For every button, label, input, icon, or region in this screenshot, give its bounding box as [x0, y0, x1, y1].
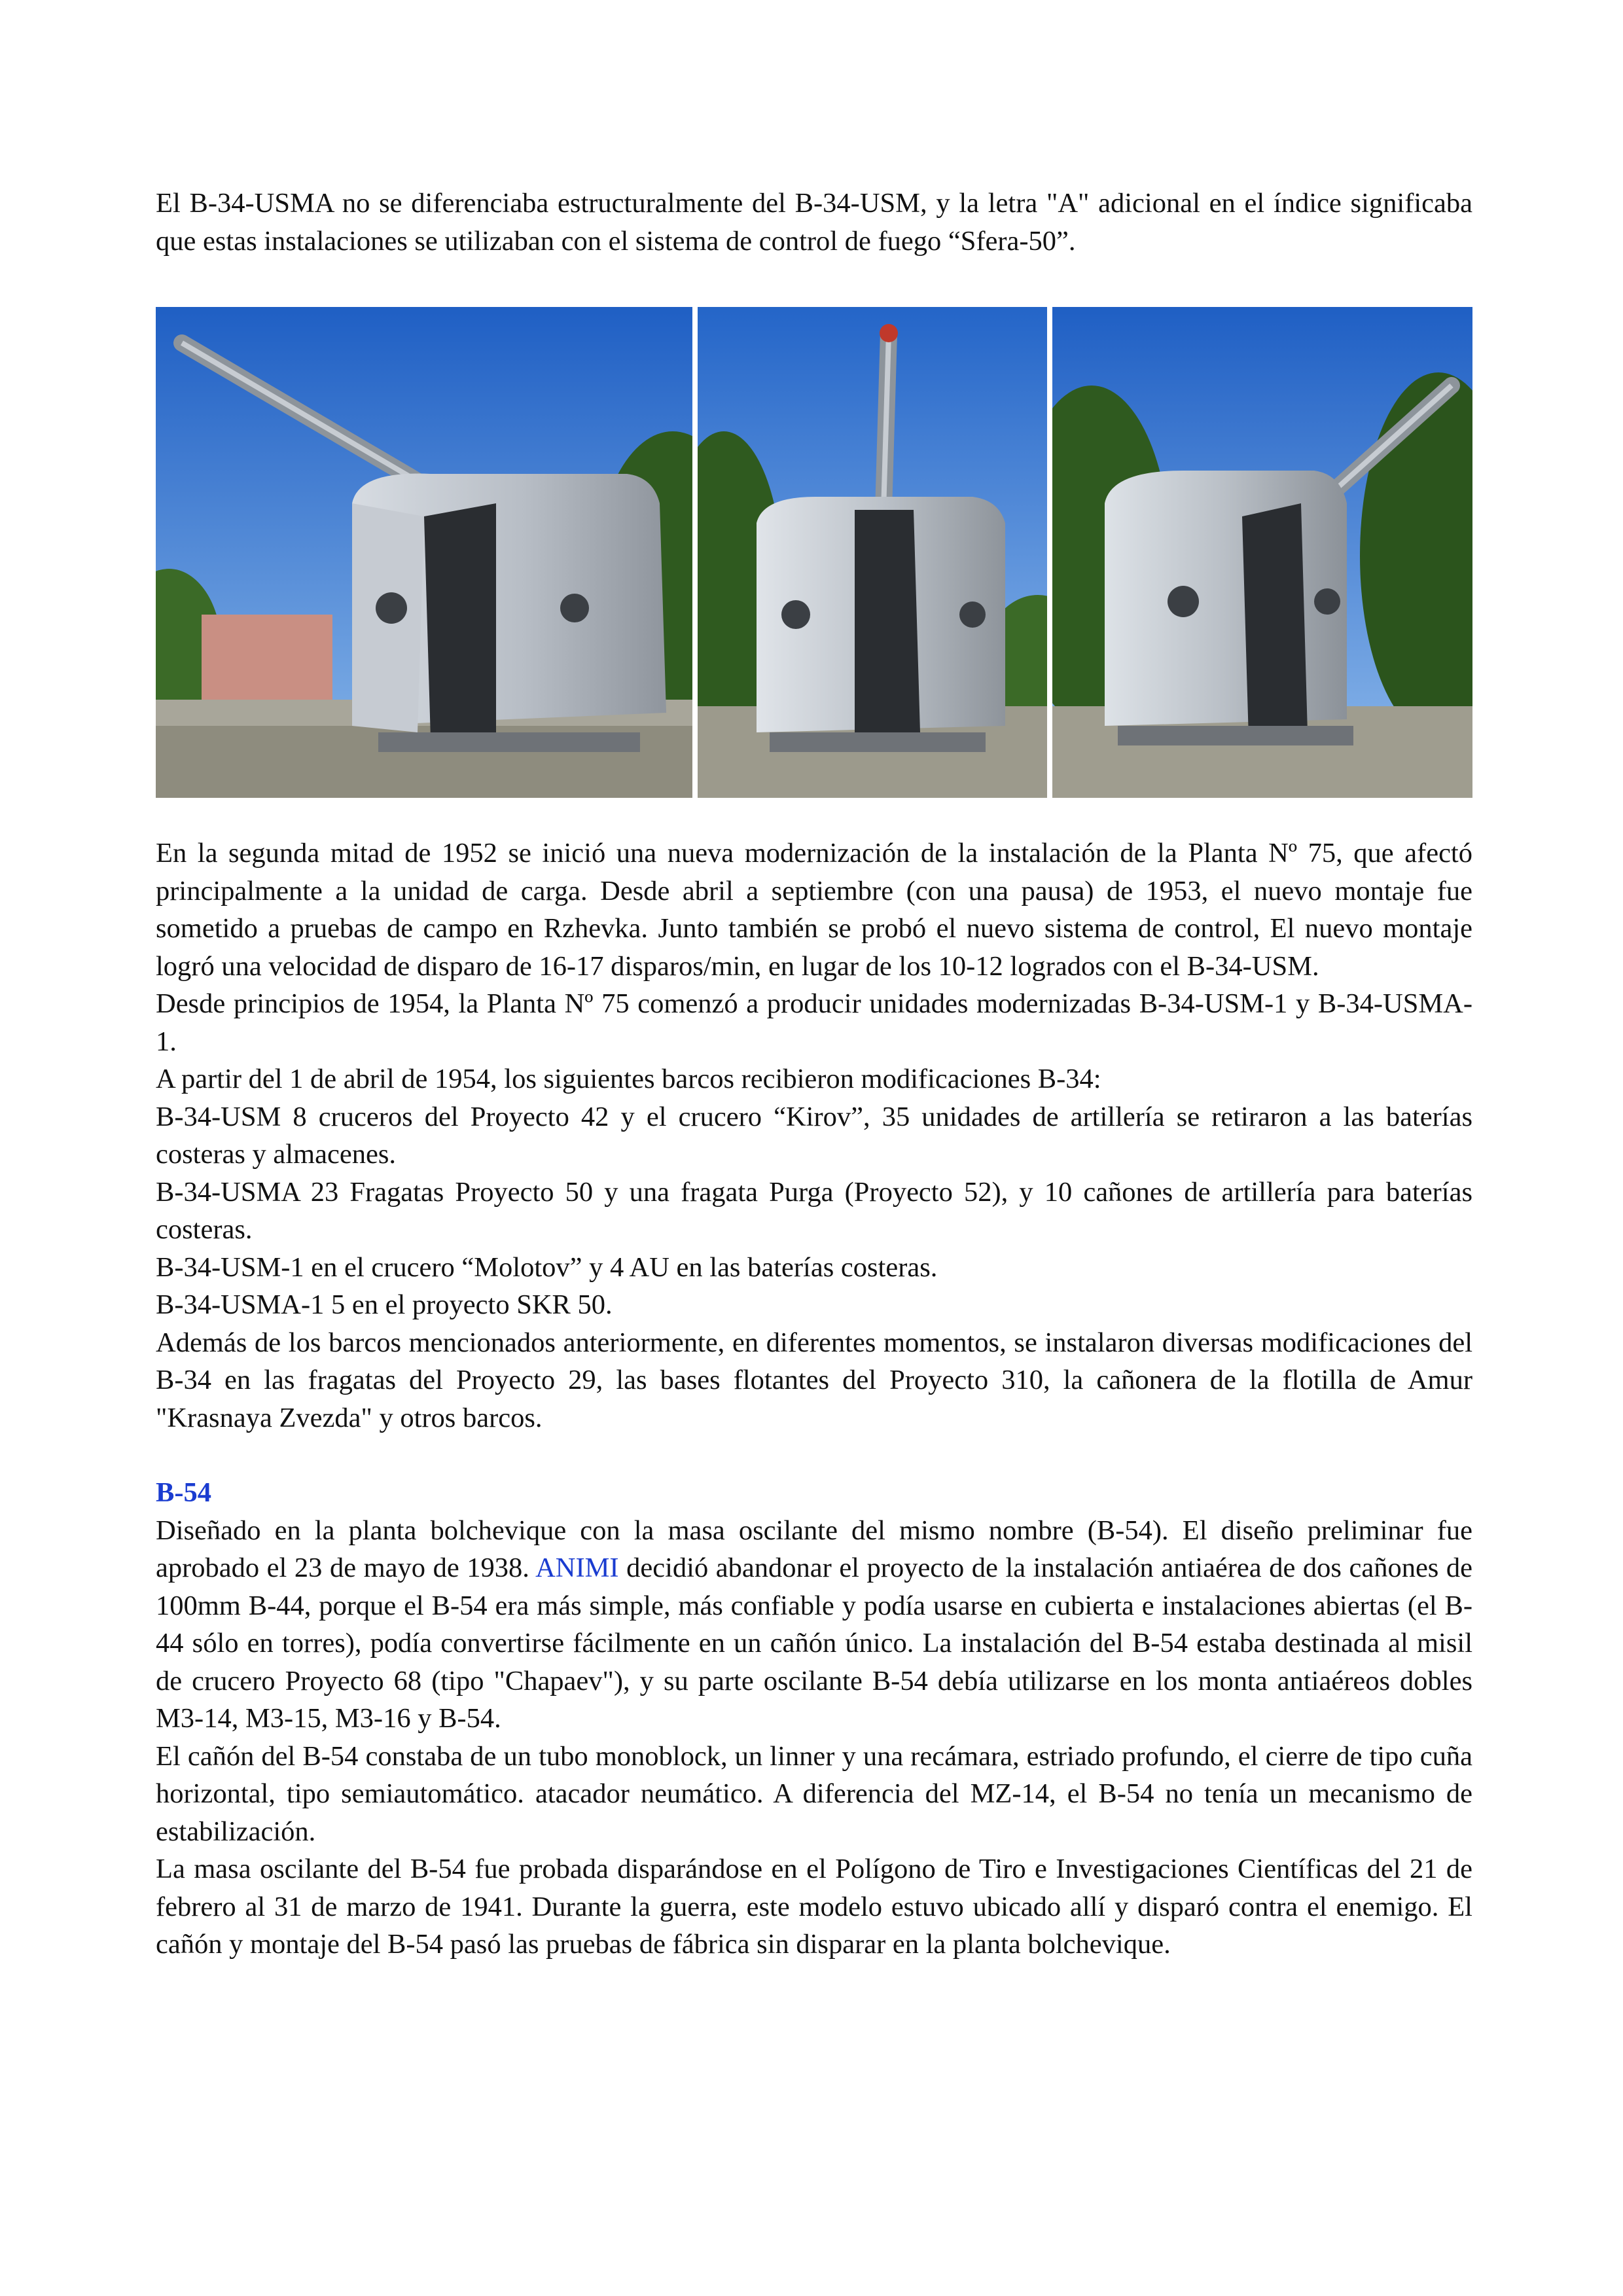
body-paragraph-7: B-34-USMA-1 5 en el proyecto SKR 50.	[156, 1289, 613, 1320]
body-paragraph-8: Además de los barcos mencionados anteriormente, en diferentes momentos, se instalaron diversas modificaciones del B-34 en las fragatas del Proyecto 29, las bases flotantes del Proyecto 310, la cañonera de la flotilla de Amur "Krasnaya Zvezda" y otros barcos.	[156, 1327, 1472, 1433]
b54-paragraph-2: El cañón del B-54 constaba de un tubo monoblock, un linner y una recámara, estriado profundo, el cierre de tipo cuña horizontal, tipo semiautomático. atacador neumático. A diferencia del MZ-14, el B-54 no tenía un mecanismo de estabilización.	[156, 1740, 1472, 1847]
animi-link[interactable]: ANIMI	[535, 1552, 619, 1583]
body-paragraph-6: B-34-USM-1 en el crucero “Molotov” y 4 AU en las baterías costeras.	[156, 1251, 938, 1283]
intro-paragraph: El B-34-USMA no se diferenciaba estructuralmente del B-34-USM, y la letra "A" adicional en el índice significaba que estas instalaciones se utilizaban con el sistema de control de fuego “Sfera-50”.	[156, 188, 1472, 257]
photo-strip	[156, 307, 1472, 798]
turret-photo-center	[698, 307, 1047, 798]
b54-paragraph-3: La masa oscilante del B-54 fue probada disparándose en el Polígono de Tiro e Investigaciones Científicas del 21 de febrero al 31 de marzo de 1941. Durante la guerra, este modelo estuvo ubicado allí y disparó contra el enemigo. El cañón y montaje del B-54 pasó las pruebas de fábrica sin disparar en la planta bolchevique.	[156, 1854, 1472, 1960]
body-paragraph-4: B-34-USM 8 cruceros del Proyecto 42 y el crucero “Kirov”, 35 unidades de artillería se retiraron a las baterías costeras y almacenes.	[156, 1101, 1472, 1170]
body-paragraph-3: A partir del 1 de abril de 1954, los siguientes barcos recibieron modificaciones B-34:	[156, 1064, 1101, 1094]
b54-p1-after: decidió abandonar el proyecto de la instalación antiaérea de dos cañones de 100mm B-44, porque el B-54 era más simple, más confiable y podía usarse en cubierta e instalaciones abiertas (el B-44 sólo en torres), podía convertirse fácilmente en un cañón único. La instalación del B-54 estaba destinada al misil de crucero Proyecto 68 (tipo "Chapaev"), y su parte oscilante B-54 debía utilizarse en los monta antiaéreos dobles M3-14, M3-15, M3-16 y B-54.	[156, 1552, 1473, 1734]
body-paragraph-2: Desde principios de 1954, la Planta Nº 75 comenzó a producir unidades modernizadas B-34-USM-1 y B-34-USMA-1.	[156, 988, 1472, 1057]
document-page	[156, 185, 1472, 1964]
turret-photo-left	[156, 307, 692, 798]
body-paragraph-5: B-34-USMA 23 Fragatas Proyecto 50 y una fragata Purga (Proyecto 52), y 10 cañones de artillería para baterías costeras.	[156, 1176, 1472, 1245]
section-heading-b54: B-54	[156, 1477, 211, 1508]
body-paragraph-1: En la segunda mitad de 1952 se inició una nueva modernización de la instalación de la Planta Nº 75, que afectó principalmente a la unidad de carga. Desde abril a septiembre (con una pausa) de 1953, el nuevo montaje fue sometido a pruebas de campo en Rzhevka. Junto también se probó el nuevo sistema de control, El nuevo montaje logró una velocidad de disparo de 16-17 disparos/min, en lugar de los 10-12 logrados con el B-34-USM.	[156, 838, 1472, 982]
turret-photo-right	[1052, 307, 1472, 798]
b54-paragraph-1	[156, 1512, 1472, 1738]
b54-p1-before: Diseñado en la planta bolchevique con la masa oscilante del mismo nombre (B-54). El diseño preliminar fue aprobado el 23 de mayo de 1938.	[156, 1515, 1472, 1583]
